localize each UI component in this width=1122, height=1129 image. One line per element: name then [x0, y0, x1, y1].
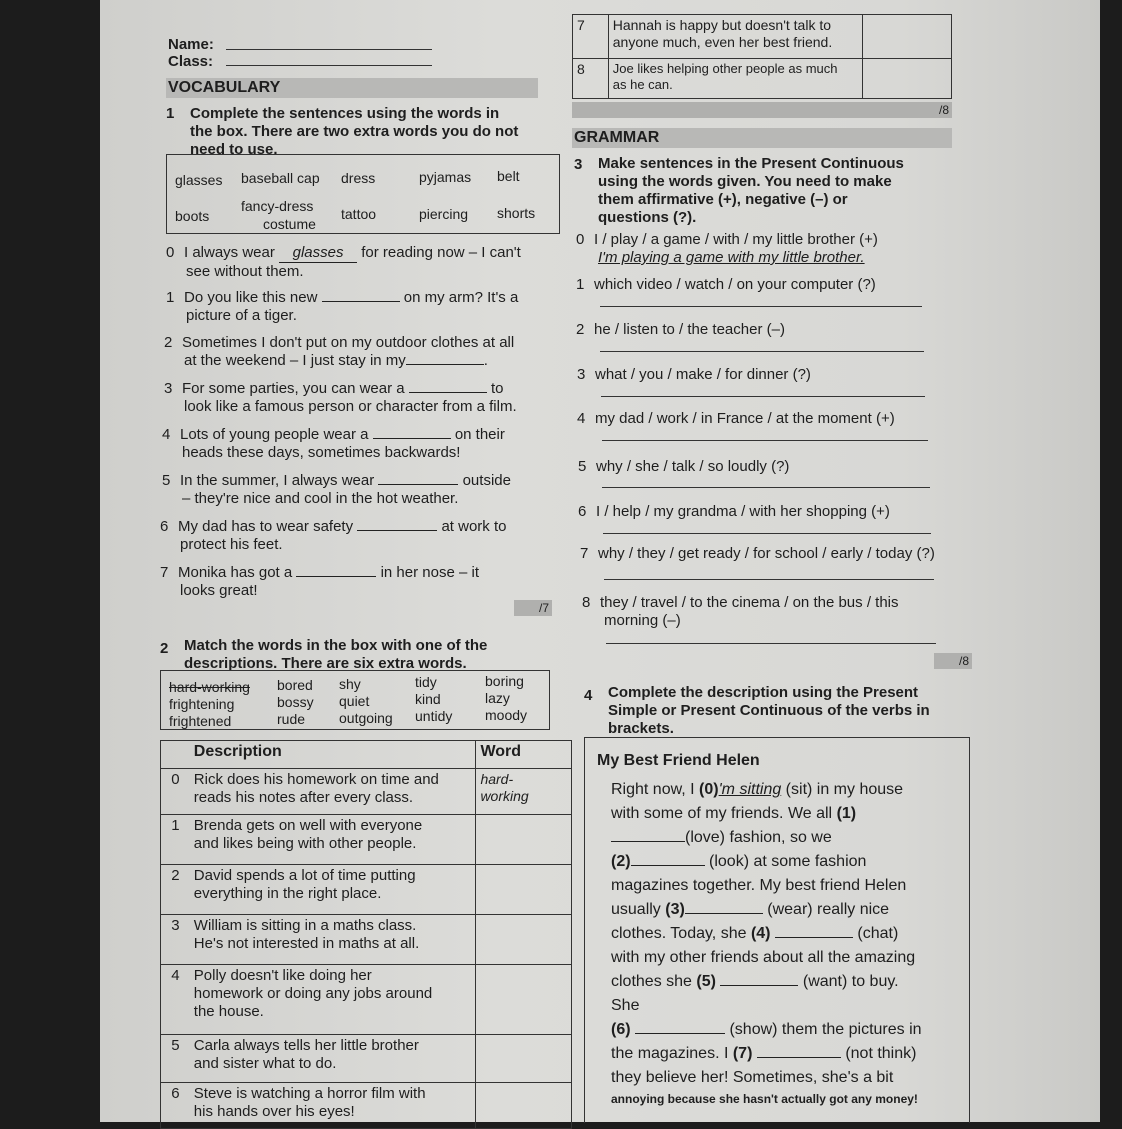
item-number: 2: [164, 334, 173, 351]
ex2-number: 2: [160, 640, 169, 657]
story-fragment: with some of my friends. We all: [611, 805, 837, 822]
instruction-line: Make sentences in the Present Continuous: [598, 155, 904, 172]
item-text: Monika has got a: [178, 564, 293, 581]
answer-line[interactable]: [602, 487, 930, 488]
box-word: outgoing: [339, 710, 393, 726]
ex1-item-0: [166, 244, 521, 281]
gap-number: (0): [699, 781, 719, 798]
story-line: [611, 850, 922, 874]
item-number: 5: [162, 472, 171, 489]
ex4-instruction: [608, 684, 930, 738]
item-text: for reading now – I can't: [361, 244, 521, 261]
example-answer: 'm sitting: [718, 781, 782, 798]
story-line: [611, 778, 922, 802]
item-text: heads these days, sometimes backwards!: [182, 444, 461, 461]
instruction-line: Match the words in the box with one of the: [184, 637, 488, 654]
item-number: 0: [166, 244, 175, 261]
story-line: [611, 898, 922, 922]
answer-line[interactable]: [602, 440, 928, 441]
row-description: [190, 965, 476, 1035]
story-line: [611, 994, 922, 1018]
answer-blank[interactable]: [296, 564, 376, 577]
box-word: boots: [175, 208, 210, 224]
row-number: 7: [573, 15, 609, 59]
answer-blank[interactable]: [757, 1045, 841, 1058]
row-number: 0: [161, 769, 190, 815]
row-description: [190, 865, 476, 915]
story-fragment: (look) at some fashion: [709, 853, 867, 870]
box-word: frightening: [169, 696, 235, 712]
item-text: in her nose – it: [380, 564, 479, 581]
row-number: 8: [573, 59, 609, 99]
grammar-heading: GRAMMAR: [572, 128, 952, 148]
answer-line[interactable]: [600, 351, 924, 352]
box-word: fancy-dress: [241, 198, 314, 214]
item-number: 2: [576, 321, 585, 338]
item-text: For some parties, you can wear a: [182, 380, 405, 397]
box-column: [415, 674, 452, 725]
item-number: 4: [162, 426, 171, 443]
story-fragment: the magazines. I: [611, 1045, 733, 1062]
word-line: hard-: [480, 771, 514, 787]
answer-line[interactable]: [603, 533, 931, 534]
description-line: and likes being with other people.: [193, 835, 417, 852]
ex1-instruction: [190, 105, 518, 159]
story-fragment: with my other friends about all the amazing: [611, 949, 916, 966]
vocabulary-heading: VOCABULARY: [166, 78, 538, 98]
item-text: see without them.: [186, 263, 304, 280]
description-line: his hands over his eyes!: [193, 1103, 355, 1120]
ex3-instruction: [598, 155, 904, 227]
description-table-continued: [572, 14, 952, 99]
item-text: at the weekend – I just stay in my: [184, 352, 406, 369]
worksheet-page: [100, 0, 1100, 1122]
ex1-item-6: [160, 518, 506, 554]
story-fragment: (love) fashion, so we: [685, 829, 832, 846]
description-line: the house.: [193, 1003, 264, 1020]
word-answer-cell[interactable]: [476, 1035, 572, 1083]
header-spacer: [161, 741, 190, 769]
description-line: Joe likes helping other people as much: [612, 61, 838, 76]
description-line: Carla always tells her little brother: [193, 1037, 419, 1054]
ex3-item-6: [578, 503, 890, 521]
gap-number: (1): [836, 805, 857, 822]
item-text: Lots of young people wear a: [180, 426, 369, 443]
box-word-used: hard-working: [169, 679, 250, 695]
answer-line[interactable]: [601, 396, 925, 397]
box-column: [339, 676, 393, 727]
name-field[interactable]: [226, 49, 432, 50]
description-line: and sister what to do.: [193, 1055, 337, 1072]
description-line: Rick does his homework on time and: [193, 771, 439, 788]
story-fragment: (not think): [845, 1045, 917, 1062]
box-column: [169, 679, 250, 730]
box-word: bossy: [277, 694, 314, 710]
item-text: I always wear: [184, 244, 275, 261]
story-fragment: magazines together. My best friend Helen: [611, 877, 907, 894]
gap-number: (7): [732, 1045, 753, 1062]
box-word: kind: [415, 691, 441, 707]
answer-line[interactable]: [606, 643, 936, 644]
story-fragment: (want) to buy.: [802, 973, 899, 990]
instruction-line: Simple or Present Continuous of the verbs in: [608, 702, 930, 719]
ex1-item-7: [160, 564, 479, 600]
row-number: 6: [161, 1083, 190, 1129]
ex2-word-box: [160, 670, 550, 730]
description-line: Brenda gets on well with everyone: [193, 817, 423, 834]
answer-blank[interactable]: [378, 472, 458, 485]
item-number: 3: [164, 380, 173, 397]
story-line: [611, 1018, 922, 1042]
story-fragment: She: [611, 997, 640, 1014]
story-fragment: (chat): [857, 925, 899, 942]
description-line: William is sitting in a maths class.: [193, 917, 417, 934]
example-answer: I'm playing a game with my little brother.: [598, 249, 865, 266]
item-text: on my arm? It's a: [403, 289, 519, 306]
description-line: homework or doing any jobs around: [193, 985, 433, 1002]
instruction-line: them affirmative (+), negative (–) or: [598, 191, 848, 208]
item-text: picture of a tiger.: [186, 307, 297, 324]
item-prompt: what / you / make / for dinner (?): [595, 366, 811, 383]
answer-blank[interactable]: [635, 1021, 725, 1034]
item-text: My dad has to wear safety: [178, 518, 354, 535]
item-text: looks great!: [180, 582, 258, 599]
instruction-line: using the words given. You need to make: [598, 173, 892, 190]
answer-blank[interactable]: [373, 426, 451, 439]
description-table: [160, 740, 572, 1129]
item-text: Sometimes I don't put on my outdoor clothes at all: [182, 334, 515, 351]
ex1-word-box: [166, 154, 560, 234]
ex1-item-3: [164, 380, 517, 416]
ex3-item-2: [576, 321, 785, 339]
answer-blank[interactable]: [406, 352, 484, 365]
word-line: working: [480, 788, 529, 804]
description-line: Hannah is happy but doesn't talk to: [612, 17, 832, 33]
box-word: shy: [339, 676, 361, 692]
description-line: anyone much, even her best friend.: [612, 34, 833, 50]
item-number: 5: [578, 458, 587, 475]
instruction-line: questions (?).: [598, 209, 697, 226]
story-line: [611, 946, 922, 970]
ex1-item-4: [162, 426, 505, 462]
item-prompt: why / they / get ready / for school / early / today (?): [598, 545, 935, 562]
item-prompt: I / help / my grandma / with her shopping (+): [596, 503, 890, 520]
item-text: Do you like this new: [184, 289, 318, 306]
instruction-line: need to use.: [190, 141, 278, 158]
box-word: boring: [485, 673, 524, 689]
box-word: piercing: [419, 206, 469, 222]
answer-blank[interactable]: [720, 973, 798, 986]
ex3-item-7: [580, 545, 935, 563]
instruction-line: descriptions. There are six extra words.: [184, 655, 467, 672]
story-line: [611, 1042, 922, 1066]
story-fragment: (sit) in my house: [781, 781, 904, 798]
box-word: baseball cap: [241, 170, 320, 186]
gap-number: (2): [611, 853, 631, 870]
word-answer-cell[interactable]: [863, 59, 952, 99]
box-word: bored: [277, 677, 313, 693]
item-text: at work to: [441, 518, 507, 535]
item-text: In the summer, I always wear: [180, 472, 375, 489]
item-number: 1: [576, 276, 585, 293]
item-number: 1: [166, 289, 175, 306]
item-prompt: why / she / talk / so loudly (?): [596, 458, 790, 475]
item-number: 7: [580, 545, 589, 562]
story-fragment: Right now, I: [611, 781, 700, 798]
instruction-line: the box. There are two extra words you do not: [190, 123, 519, 140]
gap-number: (4): [750, 925, 771, 942]
ex3-item-3: [577, 366, 811, 384]
item-prompt: they / travel / to the cinema / on the bus / this: [600, 594, 899, 611]
box-word: pyjamas: [419, 169, 472, 185]
ex1-score: /7: [514, 600, 552, 616]
item-text: on their: [454, 426, 505, 443]
name-label: Name:: [168, 36, 214, 53]
description-line: everything in the right place.: [193, 885, 382, 902]
ex3-item-8: [582, 594, 899, 630]
word-answer-cell[interactable]: [476, 815, 572, 865]
ex1-item-2: [164, 334, 514, 370]
item-text: .: [483, 352, 488, 369]
row-number: 5: [161, 1035, 190, 1083]
word-answer-cell[interactable]: [476, 915, 572, 965]
story-text: [611, 778, 922, 1108]
box-word: quiet: [339, 693, 370, 709]
row-number: 4: [161, 965, 190, 1035]
description-line: Polly doesn't like doing her: [193, 967, 372, 984]
story-fragment: clothes she: [611, 973, 697, 990]
ex3-item-0: [576, 231, 878, 267]
row-description: [190, 1035, 476, 1083]
box-word: dress: [341, 170, 376, 186]
example-answer: glasses: [279, 244, 357, 263]
gap-number: (5): [696, 973, 716, 990]
item-number: 0: [576, 231, 585, 248]
item-prompt: which video / watch / on your computer (?): [594, 276, 876, 293]
ex2-instruction: [184, 637, 487, 673]
item-prompt: he / listen to / the teacher (–): [594, 321, 785, 338]
story-line: [611, 970, 922, 994]
answer-blank[interactable]: [611, 829, 685, 842]
story-fragment: (show) them the pictures in: [729, 1021, 922, 1038]
row-number: 2: [161, 865, 190, 915]
story-line: [611, 1090, 922, 1108]
row-number: 1: [161, 815, 190, 865]
story-line: [611, 922, 922, 946]
word-answer-cell[interactable]: [476, 865, 572, 915]
ex1-item-1: [166, 289, 518, 325]
item-number: 6: [160, 518, 169, 535]
word-answer-cell[interactable]: [863, 15, 952, 59]
word-header: Word: [476, 741, 572, 769]
item-prompt: my dad / work / in France / at the moment (+): [595, 410, 895, 427]
ex2-score: /8: [572, 102, 952, 118]
gap-number: (3): [665, 901, 685, 918]
box-column: [485, 673, 527, 724]
story-title: My Best Friend Helen: [597, 752, 760, 769]
ex3-item-1: [576, 276, 876, 294]
answer-blank[interactable]: [409, 380, 487, 393]
instruction-line: brackets.: [608, 720, 674, 737]
box-column: [277, 677, 314, 728]
item-number: 8: [582, 594, 591, 611]
row-number: 3: [161, 915, 190, 965]
box-word: shorts: [497, 205, 536, 221]
box-word: lazy: [485, 690, 510, 706]
item-number: 4: [577, 410, 586, 427]
row-description: [190, 769, 476, 815]
ex1-item-5: [162, 472, 511, 508]
item-number: 7: [160, 564, 169, 581]
answer-line[interactable]: [600, 306, 922, 307]
item-prompt: I / play / a game / with / my little brother (+): [594, 231, 878, 248]
item-text: – they're nice and cool in the hot weather.: [182, 490, 459, 507]
box-word: belt: [497, 168, 520, 184]
story-line: [611, 826, 922, 850]
box-word: costume: [263, 216, 316, 232]
gap-number: (6): [611, 1021, 631, 1038]
description-line: He's not interested in maths at all.: [193, 935, 420, 952]
story-fragment: annoying because she hasn't actually got any money!: [611, 1092, 918, 1106]
story-fragment: clothes. Today, she: [611, 925, 751, 942]
story-fragment: usually: [611, 901, 666, 918]
box-word: tidy: [415, 674, 437, 690]
example-word: [476, 769, 572, 815]
ex3-number: 3: [574, 156, 583, 173]
box-word: untidy: [415, 708, 453, 724]
answer-blank[interactable]: [685, 901, 763, 914]
story-fragment: (wear) really nice: [767, 901, 890, 918]
description-line: David spends a lot of time putting: [193, 867, 416, 884]
box-word: tattoo: [341, 206, 377, 222]
class-field[interactable]: [226, 65, 432, 66]
description-line: reads his notes after every class.: [193, 789, 414, 806]
story-line: [611, 874, 922, 898]
item-text: to: [490, 380, 504, 397]
box-word: glasses: [175, 172, 223, 188]
story-box: [584, 737, 970, 1123]
ex3-item-5: [578, 458, 789, 476]
item-number: 6: [578, 503, 587, 520]
answer-line[interactable]: [604, 579, 934, 580]
row-description: [190, 815, 476, 865]
answer-blank[interactable]: [775, 925, 853, 938]
item-text: outside: [462, 472, 511, 489]
item-number: 3: [577, 366, 586, 383]
ex1-number: 1: [166, 105, 175, 122]
answer-blank[interactable]: [357, 518, 437, 531]
box-word: moody: [485, 707, 528, 723]
description-line: as he can.: [612, 77, 673, 92]
answer-blank[interactable]: [322, 289, 400, 302]
row-description: [608, 59, 862, 99]
story-line: [611, 1066, 922, 1090]
answer-blank[interactable]: [631, 853, 705, 866]
row-description: [608, 15, 862, 59]
instruction-line: Complete the sentences using the words in: [190, 105, 500, 122]
word-answer-cell[interactable]: [476, 965, 572, 1035]
item-text: look like a famous person or character from a film.: [184, 398, 517, 415]
instruction-line: Complete the description using the Present: [608, 684, 919, 701]
story-line: [611, 802, 922, 826]
class-label: Class:: [168, 53, 214, 70]
description-line: Steve is watching a horror film with: [193, 1085, 426, 1102]
box-word: rude: [277, 711, 306, 727]
ex3-score: /8: [934, 653, 972, 669]
item-prompt: morning (–): [604, 612, 681, 629]
description-header: Description: [190, 741, 476, 769]
story-fragment: they believe her! Sometimes, she's a bit: [611, 1069, 894, 1086]
ex4-number: 4: [584, 687, 593, 704]
item-text: protect his feet.: [180, 536, 283, 553]
box-word: frightened: [169, 713, 232, 729]
row-description: [190, 915, 476, 965]
ex3-item-4: [577, 410, 895, 428]
